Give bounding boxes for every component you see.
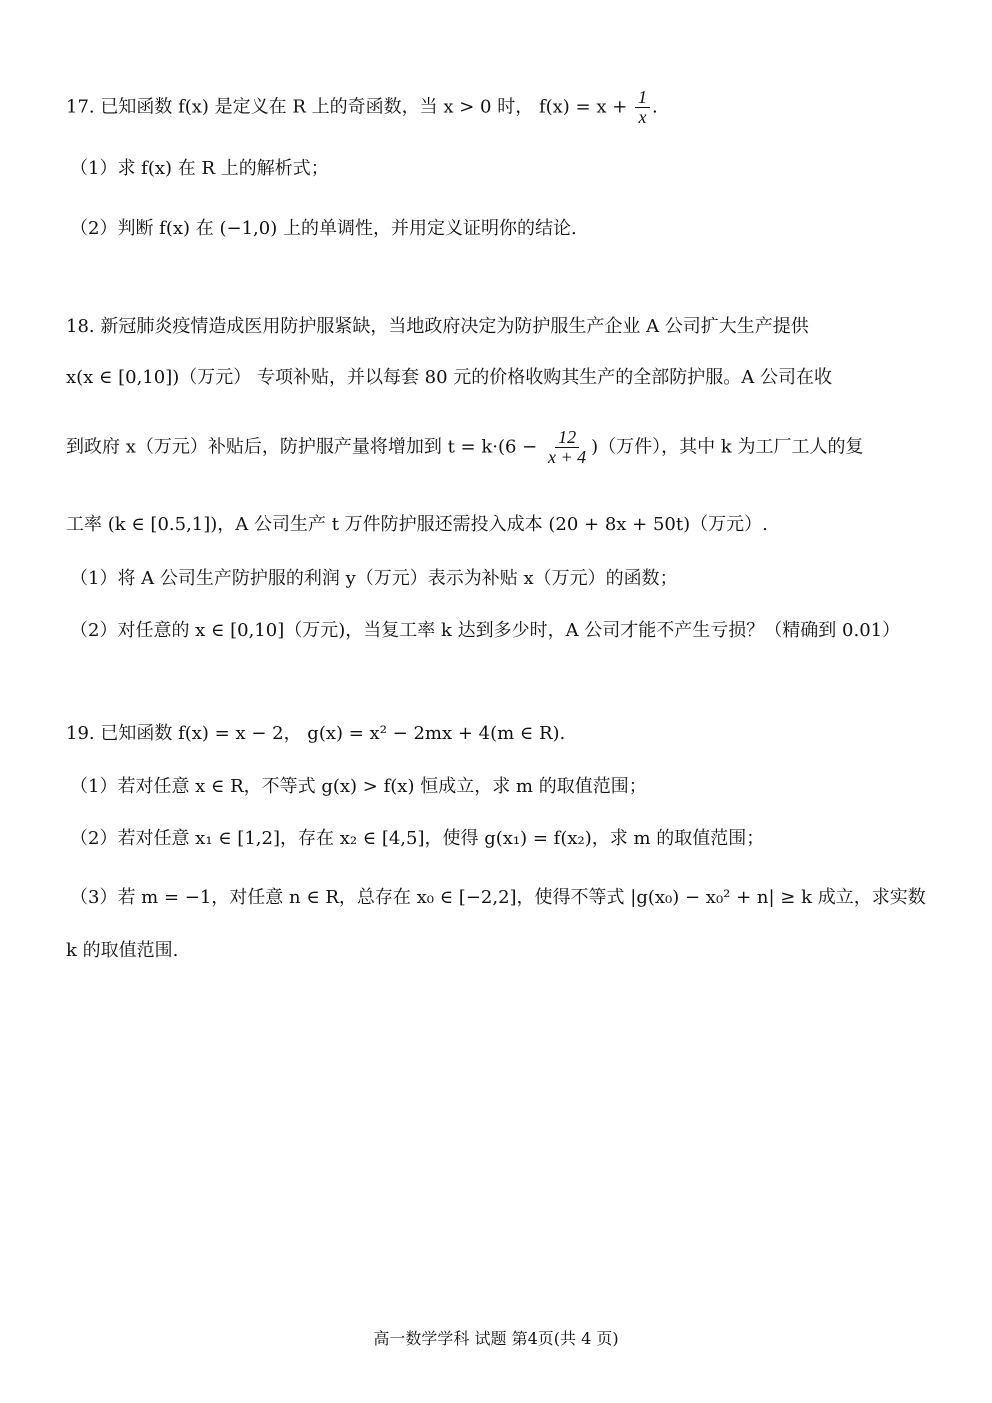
- problem-18-q2: （2）对任意的 x ∈ [0,10]（万元)，当复工率 k 达到多少时，A 公司才能不产生亏损？（精确到 0.01）: [70, 620, 901, 641]
- fraction-denominator: x: [638, 106, 647, 127]
- page-footer: 高一数学学科 试题 第4页(共 4 页): [373, 1329, 619, 1348]
- problem-17-q1: （1）求 f(x) 在 R 上的解析式；: [70, 158, 329, 179]
- problem-17-fraction: [635, 88, 650, 127]
- problem-18-line-1: 18. 新冠肺炎疫情造成医用防护服紧缺，当地政府决定为防护服生产企业 A 公司扩大生产提供: [66, 316, 809, 337]
- problem-19-q1: （1）若对任意 x ∈ R，不等式 g(x) > f(x) 恒成立，求 m 的取值范围；: [70, 776, 647, 797]
- fraction-numerator: 12: [555, 428, 579, 448]
- problem-18-q1: （1）将 A 公司生产防护服的利润 y（万元）表示为补贴 x（万元）的函数；: [70, 568, 678, 589]
- problem-19-q3-line-2: k 的取值范围.: [66, 940, 179, 961]
- problem-18-line-4: 工率 (k ∈ [0.5,1])，A 公司生产 t 万件防护服还需投入成本 (20 + 8x + 50t)（万元）.: [66, 514, 768, 535]
- problem-17-stem: [66, 88, 658, 127]
- problem-19-q3-line-1: （3）若 m = −1，对任意 n ∈ R，总存在 x₀ ∈ [−2,2]，使得不等式 |g(x₀) − x₀² + n| ≥ k 成立，求实数: [70, 887, 926, 908]
- problem-18-line-3-start: 到政府 x（万元）补贴后，防护服产量将增加到 t = k·(6 −: [66, 436, 538, 458]
- problem-17-stem-text: 17. 已知函数 f(x) 是定义在 R 上的奇函数，当 x > 0 时， f(x) = x +: [66, 96, 628, 118]
- fraction-denominator: x + 4: [548, 446, 587, 467]
- fraction-numerator: 1: [635, 88, 650, 108]
- problem-19-stem: 19. 已知函数 f(x) = x − 2， g(x) = x² − 2mx + 4(m ∈ R).: [66, 723, 566, 744]
- problem-18-line-2: x(x ∈ [0,10])（万元） 专项补贴，并以每套 80 元的价格收购其生产的全部防护服。A 公司在收: [66, 367, 833, 388]
- problem-17-q2: （2）判断 f(x) 在 (−1,0) 上的单调性，并用定义证明你的结论.: [70, 218, 577, 239]
- problem-18-line-3: [66, 428, 864, 467]
- problem-17-stem-end: .: [652, 96, 658, 118]
- problem-19-q2: （2）若对任意 x₁ ∈ [1,2]，存在 x₂ ∈ [4,5]，使得 g(x₁) = f(x₂)，求 m 的取值范围；: [70, 828, 765, 849]
- problem-18-line-3-end: )（万件），其中 k 为工厂工人的复: [591, 436, 864, 458]
- problem-18-fraction: [545, 428, 589, 467]
